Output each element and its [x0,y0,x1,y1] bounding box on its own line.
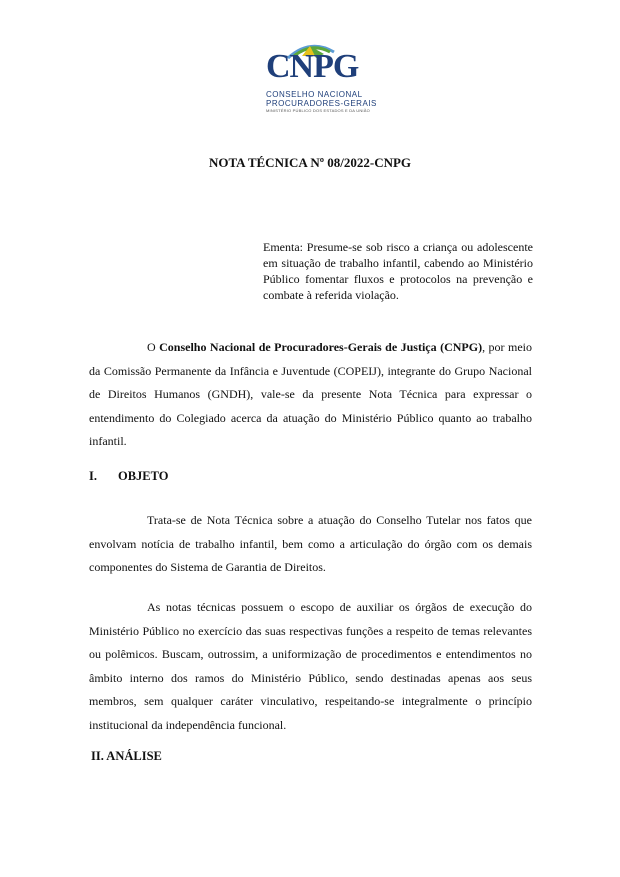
section1-paragraph1 [89,509,532,580]
logo-acronym: CNPG [266,48,359,85]
intro-paragraph [89,336,532,454]
section1-number: I. [89,469,97,483]
logo-line1: CONSELHO NACIONAL [266,90,363,99]
logo-line3: MINISTÉRIO PÚBLICO DOS ESTADOS E DA UNIÃO [266,108,370,113]
intro-prefix: O [147,340,160,354]
logo-line2: PROCURADORES-GERAIS [266,99,377,108]
intro-bold: Conselho Nacional de Procuradores-Gerais de Justiça (CNPG) [159,340,483,354]
section1-title: OBJETO [118,469,169,483]
intro-rest: , por meio da Comissão Permanente da Infância e Juventude (COPEIJ), integrante do Grupo Nacional de Direitos Humanos (GNDH), vale-se da presente Nota Técnica para expressar o entendimento do Colegiado acerca da atuação do Ministério Público quanto ao trabalho infantil. [89,340,532,448]
section1-paragraph2 [89,596,532,737]
section2-title: II. ANÁLISE [91,749,162,763]
section1-paragraph1-text: Trata-se de Nota Técnica sobre a atuação do Conselho Tutelar nos fatos que envolvam notícia de trabalho infantil, bem como a articulação do órgão com os demais componentes do Sistema de Garantia de Direitos. [89,513,532,574]
cnpg-logo [258,36,377,116]
ementa-text: Ementa: Presume-se sob risco a criança ou adolescente em situação de trabalho infantil, cabendo ao Ministério Público fomentar fluxos e protocolos na prevenção e combate à referida violação. [263,240,533,302]
section1-paragraph2-text: As notas técnicas possuem o escopo de auxiliar os órgãos de execução do Ministério Público no exercício das suas respectivas funções a respeito de temas relevantes ou polêmicos. Buscam, outrossim, a uniformização de procedimentos e entendimentos no âmbito interno dos ramos do Ministério Público, sendo destinadas apenas aos seus membros, sem qualquer caráter vinculativo, respeitando-se integralmente o princípio institucional da independência funcional. [89,600,532,732]
document-title: NOTA TÉCNICA Nº 08/2022-CNPG [208,155,412,170]
